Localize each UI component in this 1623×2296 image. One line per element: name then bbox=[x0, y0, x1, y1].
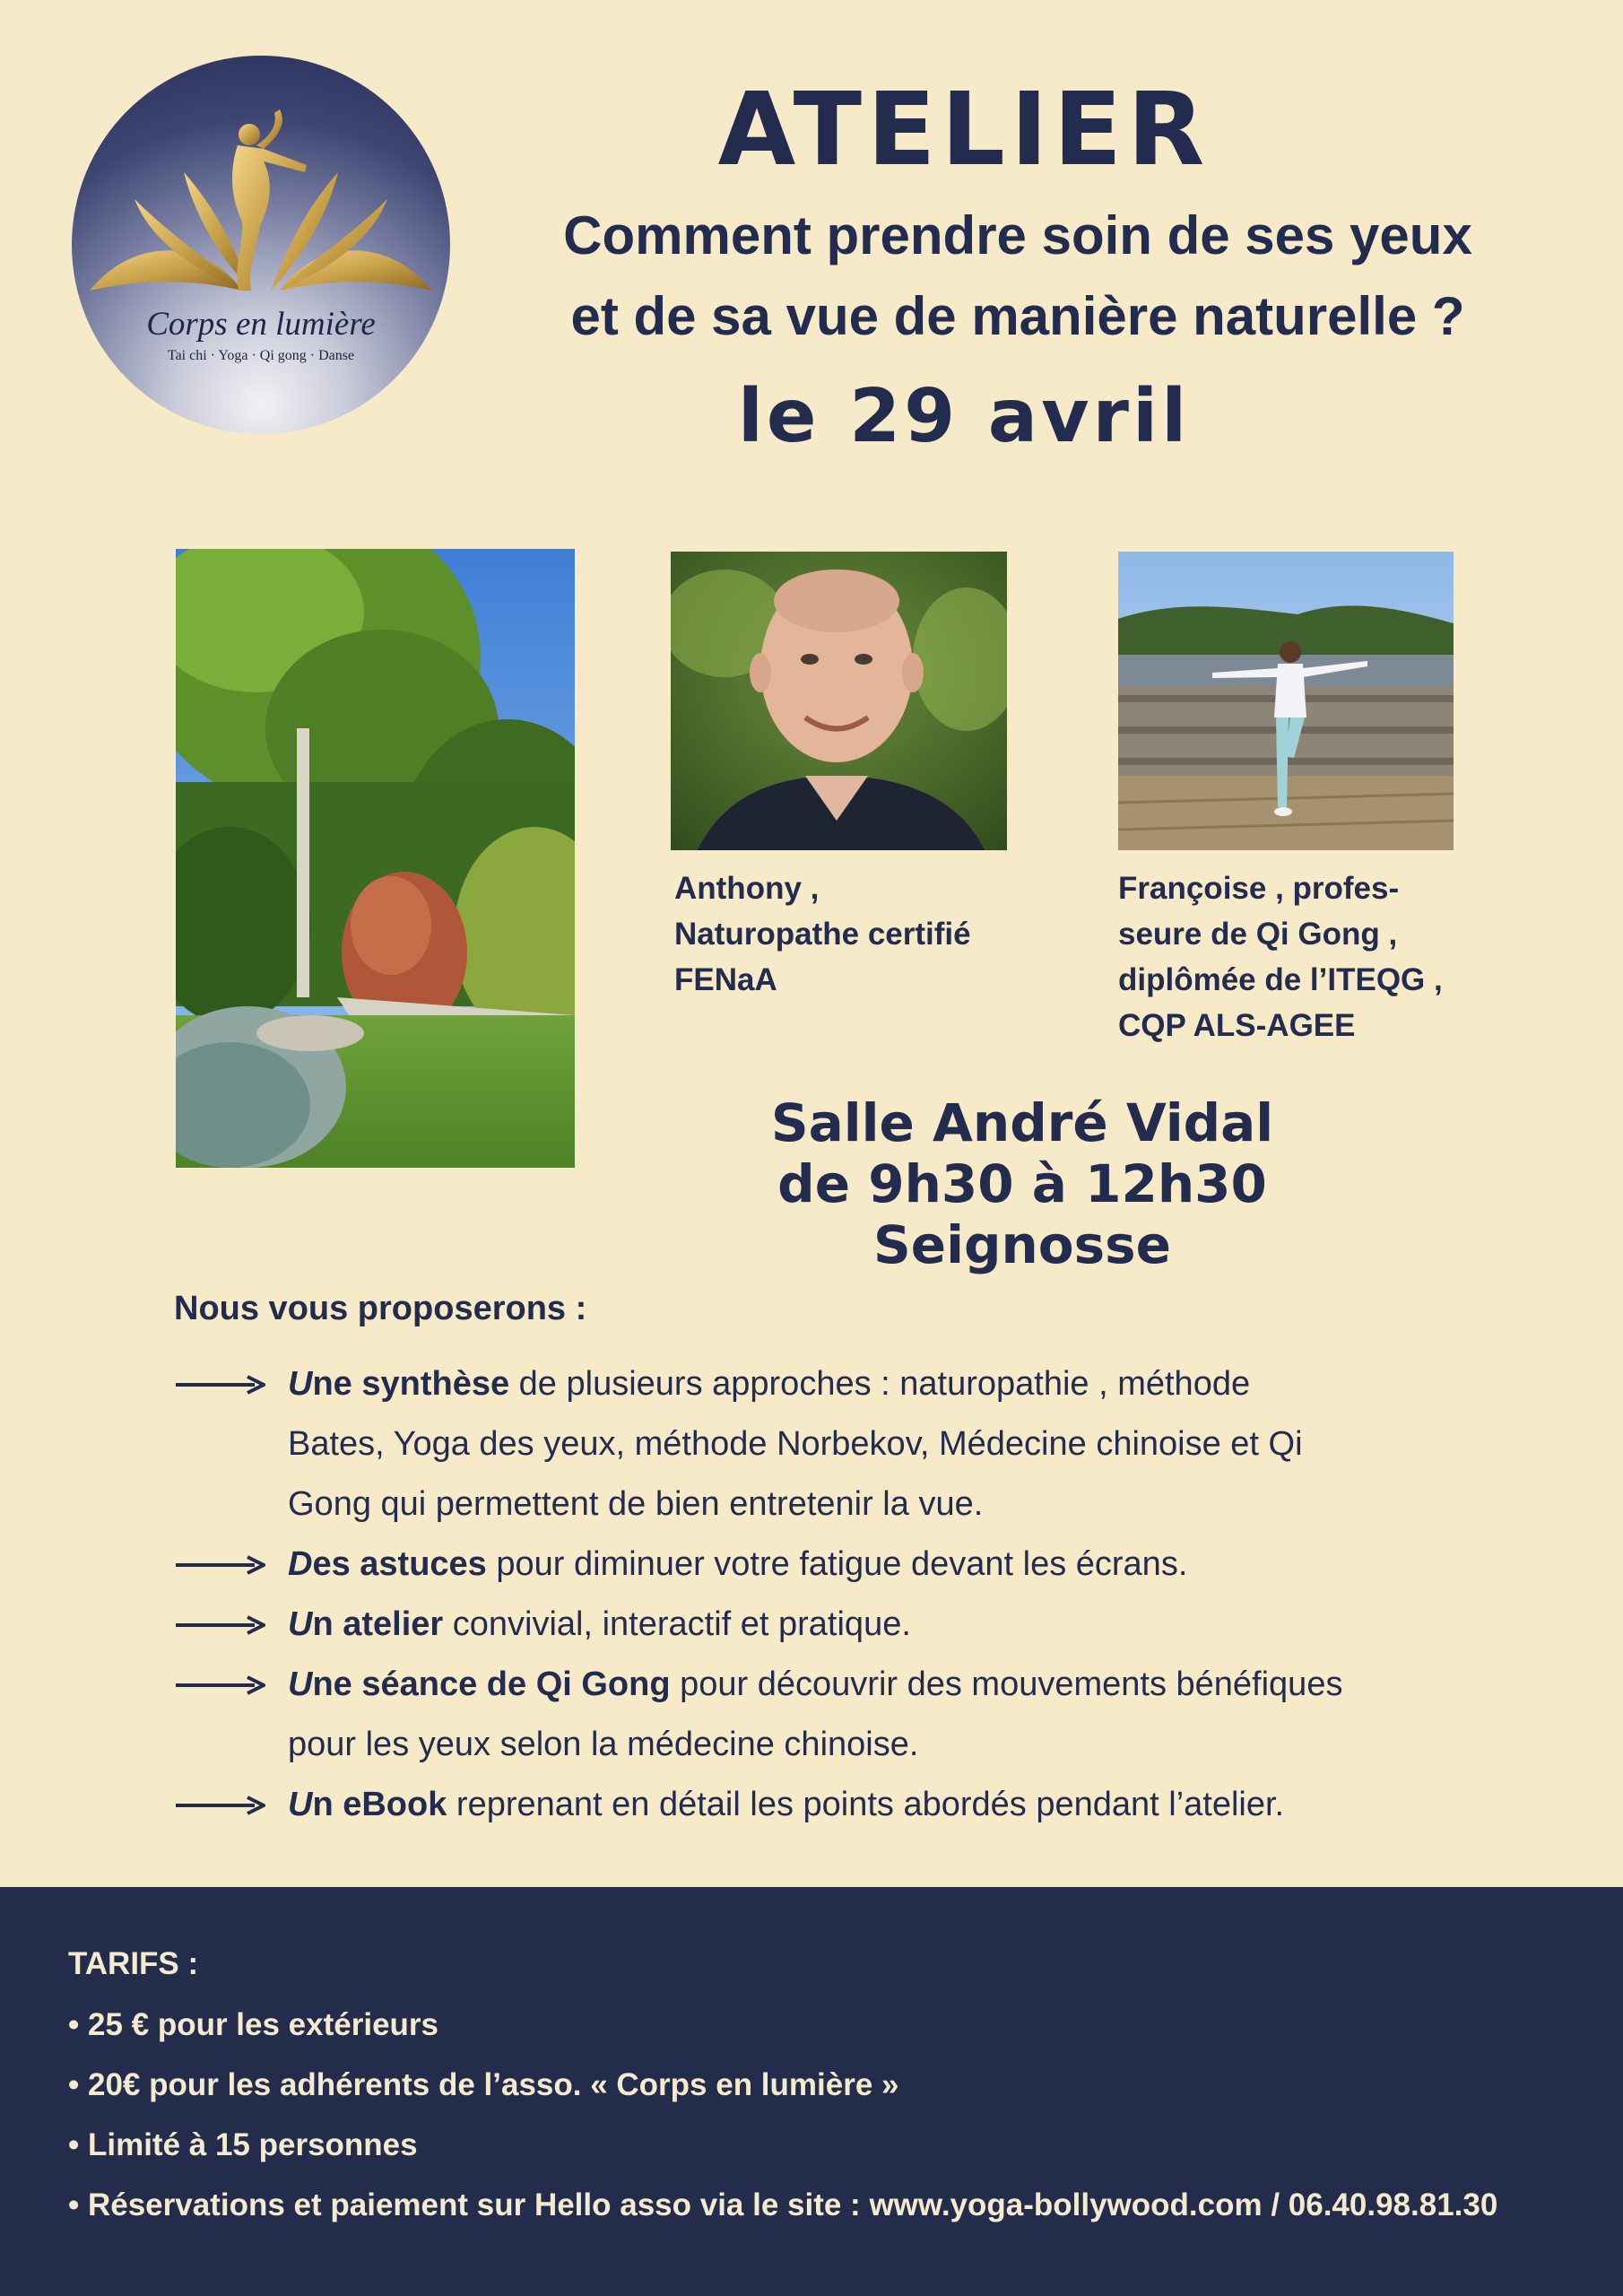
list-item bbox=[176, 1595, 1503, 1655]
venue-city: Seignosse bbox=[872, 1214, 1172, 1275]
logo bbox=[72, 56, 450, 434]
page-title: ATELIER bbox=[717, 72, 1211, 188]
pricing-title: TARIFS : bbox=[68, 1946, 199, 1981]
venue-info bbox=[681, 1092, 1363, 1275]
anthony-caption-line: FENaA bbox=[674, 962, 777, 997]
arrow-right-icon bbox=[176, 1554, 265, 1576]
subtitle-line-1: Comment prendre soin de ses yeux bbox=[563, 205, 1472, 265]
item-highlight: ne séance de Qi Gong bbox=[312, 1665, 671, 1703]
logo-tagline: Tai chi · Yoga · Qi gong · Danse bbox=[167, 348, 355, 363]
arrow-right-icon bbox=[176, 1795, 265, 1816]
list-item bbox=[176, 1655, 1503, 1775]
venue-name: Salle André Vidal bbox=[770, 1092, 1274, 1153]
item-highlight: es astuces bbox=[312, 1545, 487, 1583]
item-highlight: n eBook bbox=[312, 1786, 447, 1823]
item-initial: U bbox=[288, 1605, 313, 1643]
francoise-caption bbox=[1118, 865, 1495, 1048]
arrow-right-icon bbox=[176, 1374, 265, 1396]
francoise-caption-line: CQP ALS-AGEE bbox=[1118, 1008, 1356, 1043]
item-highlight: ne synthèse bbox=[312, 1365, 510, 1403]
francoise-photo bbox=[1118, 552, 1454, 850]
pricing-line: • Limité à 15 personnes bbox=[68, 2127, 418, 2162]
anthony-caption bbox=[674, 865, 1060, 1003]
francoise-caption-line: diplômée de l’ITEQG , bbox=[1118, 962, 1443, 997]
pricing-line: • 20€ pour les adhérents de l’asso. « Corps en lumière » bbox=[68, 2067, 899, 2102]
logo-name: Corps en lumière bbox=[146, 306, 376, 343]
anthony-caption-line: Anthony , bbox=[674, 871, 820, 906]
garden-photo bbox=[176, 549, 575, 1168]
pricing-footer bbox=[0, 1887, 1623, 2296]
lotus-dancer-icon bbox=[72, 56, 450, 434]
venue-time: de 9h30 à 12h30 bbox=[777, 1153, 1267, 1214]
program-intro: Nous vous proposerons : bbox=[174, 1290, 587, 1327]
item-text-cont: pour les yeux selon la médecine chinoise. bbox=[288, 1726, 919, 1763]
item-text: pour découvrir des mouvements bénéfiques bbox=[670, 1665, 1343, 1703]
item-initial: U bbox=[288, 1786, 313, 1823]
item-text: convivial, interactif et pratique. bbox=[443, 1605, 911, 1643]
reservation-line: • Réservations et paiement sur Hello asso via le site : www.yoga-bollywood.com / 06.40.98.81.30 bbox=[68, 2187, 1498, 2222]
event-date: le 29 avril bbox=[737, 374, 1191, 459]
francoise-caption-line: seure de Qi Gong , bbox=[1118, 917, 1398, 952]
item-text: pour diminuer votre fatigue devant les écrans. bbox=[486, 1545, 1188, 1583]
item-text: reprenant en détail les points abordés pendant l’atelier. bbox=[447, 1786, 1285, 1823]
list-item bbox=[176, 1354, 1503, 1535]
pricing-line: • 25 € pour les extérieurs bbox=[68, 2007, 439, 2042]
item-initial: U bbox=[288, 1665, 313, 1703]
item-initial: U bbox=[288, 1365, 313, 1403]
arrow-right-icon bbox=[176, 1674, 265, 1696]
program-list bbox=[176, 1354, 1503, 1835]
item-text-cont: Gong qui permettent de bien entretenir la vue. bbox=[288, 1485, 984, 1523]
item-highlight: n atelier bbox=[312, 1605, 444, 1643]
list-item bbox=[176, 1775, 1503, 1835]
list-item bbox=[176, 1535, 1503, 1595]
anthony-caption-line: Naturopathe certifié bbox=[674, 917, 971, 952]
subtitle-line-2: et de sa vue de manière naturelle ? bbox=[570, 286, 1465, 346]
item-text-cont: Bates, Yoga des yeux, méthode Norbekov, Médecine chinoise et Qi bbox=[288, 1425, 1303, 1463]
item-text: de plusieurs approches : naturopathie , méthode bbox=[509, 1365, 1251, 1403]
arrow-right-icon bbox=[176, 1614, 265, 1636]
subtitle bbox=[502, 196, 1533, 357]
anthony-photo bbox=[671, 552, 1007, 850]
francoise-caption-line: Françoise , profes- bbox=[1118, 871, 1400, 906]
item-initial: D bbox=[288, 1545, 313, 1583]
